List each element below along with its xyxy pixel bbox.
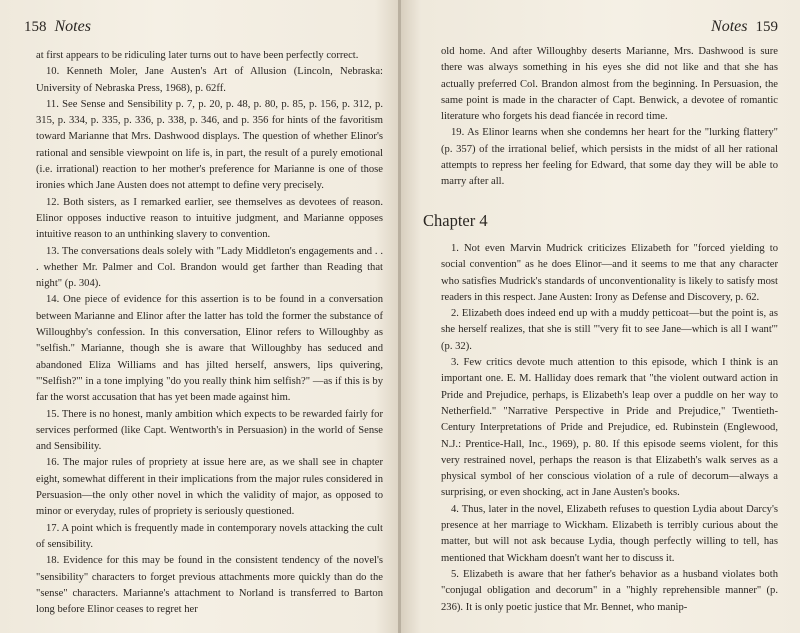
note-19: 19. As Elinor learns when she condemns her heart for the "lurking flattery" (p. 357) of the irrational belief, which persists in the midst of all her rational attempts to repress her feeling for Edward, that some day they will be able to marry after all. xyxy=(441,127,778,188)
note-12: 12. Both sisters, as I remarked earlier, see themselves as devotees of reason. Elinor opposes inductive reason to intuitive judgment, and Marianne opposes intuitive reason to an unthinking slavery to convention. xyxy=(36,196,383,241)
note-17: 17. A point which is frequently made in contemporary novels attacking the cult of sensibility. xyxy=(36,522,383,550)
running-title-right: Notes xyxy=(711,18,748,35)
left-running-head xyxy=(24,18,383,40)
left-page xyxy=(0,0,399,633)
note-10: 10. Kenneth Moler, Jane Austen's Art of Allusion (Lincoln, Nebraska: University of Nebraska Press, 1968), p. 62ff. xyxy=(36,66,383,94)
ch4-note-1: 1. Not even Marvin Mudrick criticizes Elizabeth for "forced yielding to social convention" as he does Elinor—and it seems to me that any character who satisfies Mudrick's standards of unconventionality is likely to satisfy most readers in this respect. Jane Austen: Irony as Defense and Discovery, p. 62. xyxy=(441,242,778,303)
note-13: 13. The conversations deals solely with "Lady Middleton's engagements and . . . whether Mr. Palmer and Col. Brandon would get farther than Reading that night" (p. 304). xyxy=(36,245,383,290)
note-14: 14. One piece of evidence for this assertion is to be found in a conversation between Marianne and Elinor after the latter has told the former the substance of Willoughby's confession. In this conversation, Elinor refers to Willoughby as "selfish." Marianne, though she is aware that Willoughby has seduced and abandoned Eliza Williams and has jilted herself, answers, lips quivering, "'Selfish?'" in a tone implying "do you really think him selfish?" —as if this is by far the worst accusation that has yet been made against him. xyxy=(36,294,383,404)
left-notes-text xyxy=(24,48,383,618)
ch4-note-4: 4. Thus, later in the novel, Elizabeth refuses to question Lydia about Darcy's presence at her marriage to Wickham. Elizabeth is terribly curious about the matter, but will not ask because Lydia, though perfectly willing to tell, has mentioned that Wickham doesn't want her to discuss it. xyxy=(441,503,778,564)
right-running-head xyxy=(423,18,778,40)
note-18: 18. Evidence for this may be found in the consistent tendency of the novel's "sensibility" characters to forget previous attachments more quickly than do the "sense" characters. Marianne's attachment to Norland is transferred to Barton long before Elinor ceases to regret her xyxy=(36,555,383,616)
page-number-left: 158 xyxy=(24,19,47,35)
right-notes-text xyxy=(423,44,778,616)
note-16: 16. The major rules of propriety at issue here are, as we shall see in chapter eight, somewhat different in their implications from the major rules considered in Persuasion—the only other novel in which the validity of major, as opposed to minor or everyday, rules of propriety is seriously questioned. xyxy=(36,457,383,518)
right-page xyxy=(401,0,800,633)
ch4-note-2: 2. Elizabeth does indeed end up with a muddy petticoat—but the point is, as she herself realizes, that she is still "'very fit to see Jane—which is all I want'" (p. 32). xyxy=(441,308,778,352)
note-15: 15. There is no honest, manly ambition which expects to be rewarded fairly for services performed (like Capt. Wentworth's in Persuasion) in the world of Sense and Sensibility. xyxy=(36,408,383,453)
note-paragraph: old home. And after Willoughby deserts Marianne, Mrs. Dashwood is sure there was always something in his eyes she did not like and that she has actually preferred Col. Brandon almost from the beginning. In Persuasion, the same point is made in the character of Capt. Benwick, a devotee of romantic literature who forgets his dead fiancée in record time. xyxy=(441,46,778,123)
ch4-note-5: 5. Elizabeth is aware that her father's behavior as a husband violates both "conjugal obligation and decorum" in a "highly reprehensible manner" (p. 236). It is only poetic justice that Mr. Bennet, who manip- xyxy=(441,568,778,613)
page-number-right: 159 xyxy=(755,19,778,35)
running-title-left: Notes xyxy=(54,18,91,35)
ch4-note-3: 3. Few critics devote much attention to this episode, which I think is an important one. E. M. Halliday does remark that "the violent outward action in Pride and Prejudice, perhaps, is Elizabeth's leap over a puddle on her way to Netherfield." "Narrative Perspective in Pride and Prejudice," Twentieth-Century Interpretations of Pride and Prejudice, ed. Rubinstein (Englewood, N.J.: Prentice-Hall, Inc., 1969), p. 80. If this episode seems violent, for this very restrained novel, perhaps the reason is that Elizabeth's walk serves as a physical symbol of her conscious violation of a rule of decorum—always a surprising, or even shocking, act in Jane Austen's books. xyxy=(441,357,778,499)
note-11: 11. See Sense and Sensibility p. 7, p. 20, p. 48, p. 80, p. 85, p. 156, p. 312, p. 315, p. 334, p. 335, p. 336, p. 338, p. 346, and p. 356 for hints of the favoritism toward Marianne that Mrs. Dashwood displays. The question of whether Elinor's rational and sensible viewpoint on life is, in part, the result of a purely emotional (i.e. irrational) reaction to her mother's preference for Marianne is one of those ironies which Jane Austen does not attempt to define very precisely. xyxy=(36,98,383,192)
note-paragraph: at first appears to be ridiculing later turns out to have been perfectly correct. xyxy=(36,50,359,61)
chapter-heading: Chapter 4 xyxy=(423,210,488,230)
